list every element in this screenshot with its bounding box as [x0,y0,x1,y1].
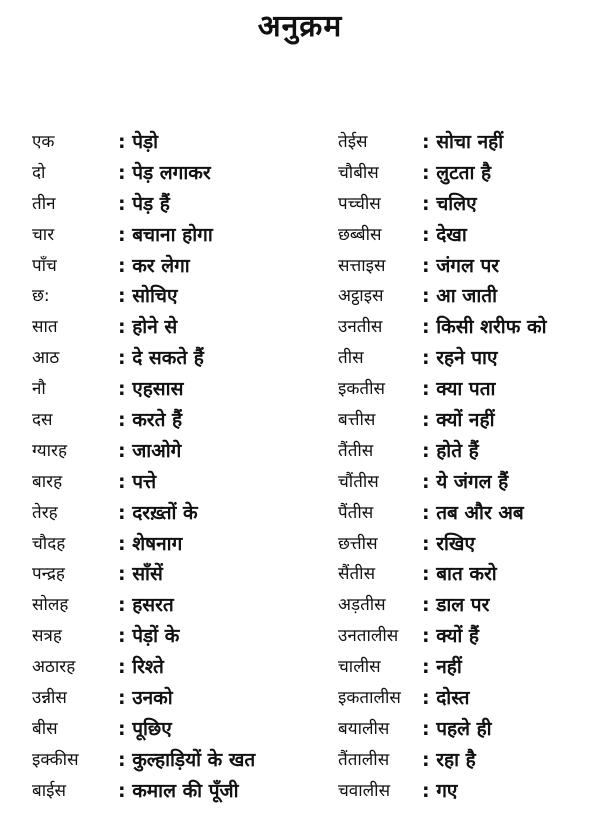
entry-title: : पेड़ लगाकर [118,161,211,184]
entry-title: : बात करो [422,563,497,586]
entry-title: : दे सकते हैं [118,347,204,370]
contents-entry [32,529,322,560]
contents-right-column [338,127,600,807]
entry-number: पाँच [32,255,57,276]
entry-title: : होते हैं [422,439,479,462]
contents-entry [32,436,322,467]
entry-number: आठ [32,348,60,369]
entry-title: : उनको [118,687,173,710]
contents-entry [338,498,600,529]
entry-title: : हसरत [118,594,174,617]
entry-title: : आ जाती [422,285,498,308]
entry-number: अड़तीस [338,595,386,616]
entry-title: : क्या पता [422,378,496,401]
entry-title: : रिश्ते [118,656,164,679]
contents-entry [32,312,322,343]
entry-number: छत्तीस [338,533,378,554]
entry-title: : रहा है [422,748,476,771]
page-title: अनुक्रम [257,9,343,44]
entry-title: : जाओगे [118,439,182,462]
entry-title: : क्यों नहीं [422,409,495,432]
contents-entry [32,281,322,312]
contents-entry [338,189,600,220]
contents-left-column [32,127,322,807]
contents-entry [32,714,322,745]
entry-title: : करते हैं [118,409,183,432]
contents-entry [32,467,322,498]
contents-entry [32,158,322,189]
entry-title: : गए [422,779,458,802]
entry-number: छ: [32,286,50,307]
entry-title: : कर लेगा [118,254,190,277]
entry-title: : पेड़ हैं [118,192,170,215]
contents-entry [32,559,322,590]
entry-number: पन्द्रह [32,564,65,585]
contents-entry [338,374,600,405]
entry-number: चौंतीस [338,471,379,492]
contents-entry [32,189,322,220]
entry-title: : शेषनाग [118,532,183,555]
contents-entry [338,745,600,776]
contents-entry [32,127,322,158]
entry-number: बारह [32,471,63,492]
entry-number: तैंतीस [338,440,374,461]
entry-title: : पूछिए [118,717,172,740]
entry-number: नौ [32,379,46,400]
entry-title: : क्यों हैं [422,625,480,648]
entry-number: बीस [32,718,58,739]
entry-title: : दोस्त [422,687,470,710]
entry-title: : दरख़्तों के [118,501,198,524]
entry-title: : चलिए [422,192,477,215]
entry-number: उन्नीस [32,688,67,709]
contents-entry [338,405,600,436]
entry-number: चवालीस [338,780,391,801]
entry-title: : एहसास [118,378,184,401]
entry-title: : लुटता है [422,161,492,184]
entry-title: : देखा [422,223,467,246]
contents-entry [338,529,600,560]
contents-entry [338,714,600,745]
contents-entry [338,281,600,312]
entry-title: : पत्ते [118,470,157,493]
entry-number: इक्कीस [32,749,79,770]
entry-title: : जंगल पर [422,254,500,277]
entry-title: : तब और अब [422,501,524,524]
entry-number: ग्यारह [32,440,68,461]
entry-number: सत्रह [32,626,62,647]
contents-entry [338,621,600,652]
contents-entry [32,220,322,251]
entry-title: : रहने पाए [422,347,498,370]
contents-entry [32,251,322,282]
entry-number: तेईस [338,132,368,152]
contents-entry [32,683,322,714]
contents-entry [338,158,600,189]
entry-number: पच्चीस [338,193,381,214]
contents-entry [338,683,600,714]
entry-title: : डाल पर [422,594,490,617]
contents-entry [32,374,322,405]
entry-number: चौबीस [338,162,379,183]
contents-entry [338,776,600,807]
contents-entry [338,652,600,683]
entry-number: इकतालीस [338,688,401,709]
entry-number: सैंतीस [338,564,376,585]
contents-entry [338,251,600,282]
entry-title: : ये जंगल हैं [422,470,509,493]
contents-entry [32,621,322,652]
entry-number: एक [32,132,55,152]
entry-number: सात [32,317,58,338]
contents-entry [32,498,322,529]
entry-title: : नहीं [422,656,462,679]
entry-title: : पेड़ो [118,131,159,153]
entry-title: : रखिए [422,532,475,555]
contents-entry [32,343,322,374]
entry-number: अट्ठाइस [338,286,384,307]
entry-title: : साँसें [118,563,163,586]
entry-title: : पेड़ों के [118,625,180,648]
entry-number: उनतालीस [338,626,399,647]
entry-number: तैंतालीस [338,749,390,770]
entry-title: : कमाल की पूँजी [118,779,239,802]
contents-entry [32,745,322,776]
entry-number: चालीस [338,657,381,678]
entry-title: : पहले ही [422,717,492,740]
entry-number: पैंतीस [338,502,374,523]
entry-title: : कुल्हाड़ियों के खत [118,748,256,771]
contents-entry [32,776,322,807]
contents-entry [32,590,322,621]
entry-title: : होने से [118,316,178,339]
contents-entry [338,467,600,498]
entry-number: तेरह [32,502,58,523]
entry-number: चार [32,224,55,245]
entry-number: बत्तीस [338,410,376,431]
entry-title: : सोचिए [118,285,178,308]
entry-number: इकतीस [338,379,385,400]
contents-entry [338,559,600,590]
entry-number: दस [32,410,53,431]
entry-number: उनतीस [338,317,383,338]
contents-entry [338,127,600,158]
entry-title: : सोचा नहीं [422,131,504,153]
entry-number: तीस [338,348,364,369]
entry-number: तीन [32,193,56,214]
entry-number: सोलह [32,595,69,616]
entry-number: बयालीस [338,718,390,739]
contents-entry [338,590,600,621]
contents-entry [338,312,600,343]
entry-number: अठारह [32,657,76,678]
contents-entry [338,220,600,251]
entry-title: : किसी शरीफ को [422,316,547,339]
contents-entry [32,405,322,436]
entry-number: सत्ताइस [338,255,386,276]
entry-number: बाईस [32,780,66,801]
contents-entry [32,652,322,683]
contents-entry [338,343,600,374]
entry-number: चौदह [32,533,66,554]
entry-number: छब्बीस [338,224,382,245]
entry-title: : बचाना होगा [118,223,213,246]
contents-entry [338,436,600,467]
entry-number: दो [32,162,46,183]
